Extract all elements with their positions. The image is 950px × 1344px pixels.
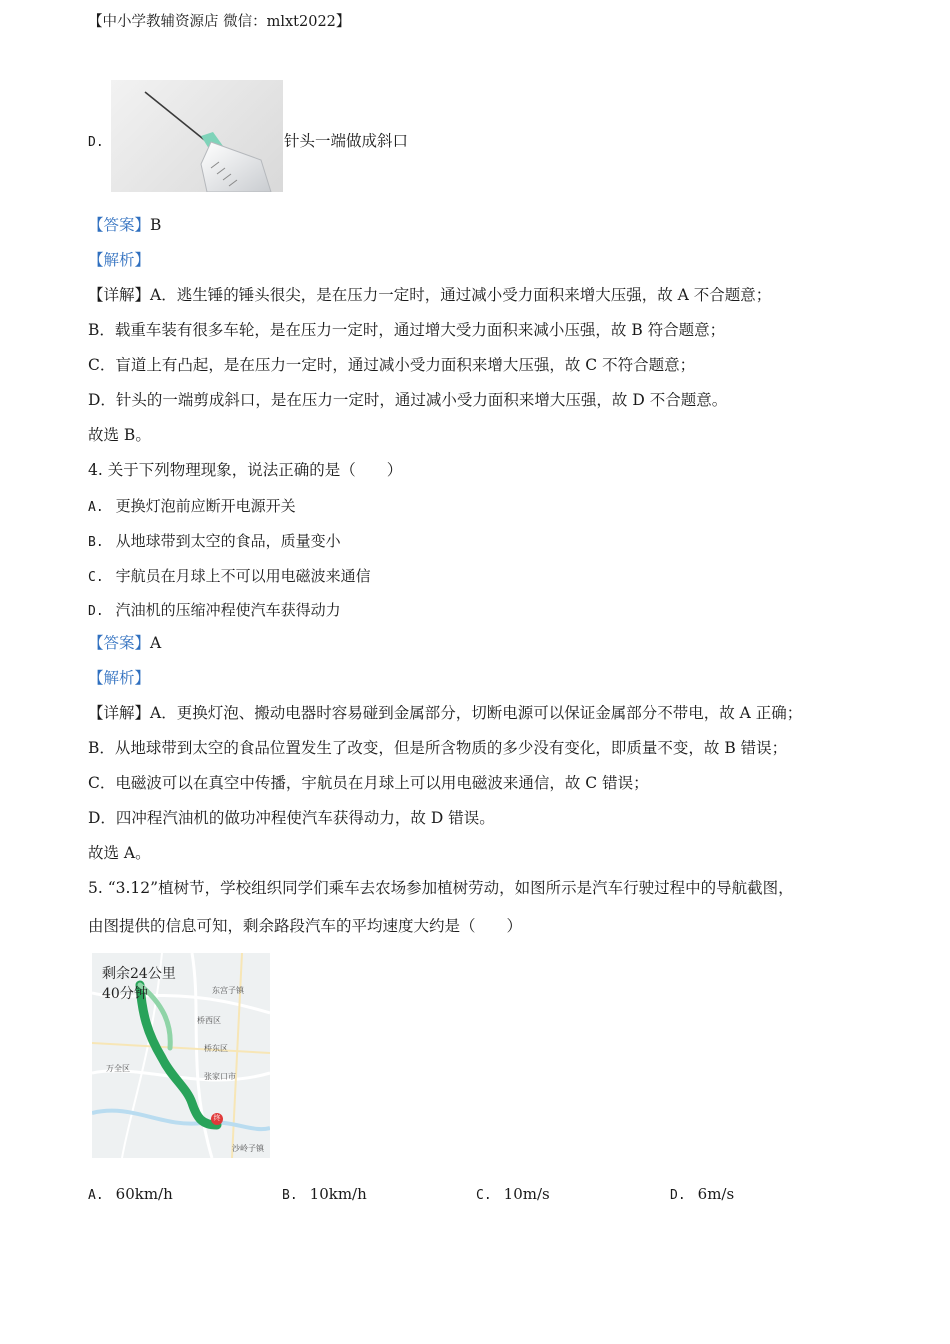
q4-detail-line-2: B．从地球带到太空的食品位置发生了改变，但是所含物质的多少没有变化，即质量不变，故 B 错误； [88, 739, 788, 757]
q4-analysis-label: 【解析】 [88, 669, 151, 687]
q4-option-b: B. 从地球带到太空的食品，质量变小 [88, 532, 341, 550]
map-place-label: 桥西区 [197, 1016, 221, 1025]
answer-value: B [150, 216, 162, 234]
q5-option-d: D. 6m/s [670, 1185, 735, 1203]
map-place-label: 桥东区 [204, 1044, 228, 1053]
q3-detail-line-2: B．载重车装有很多车轮，是在压力一定时，通过增大受力面积来减小压强，故 B 符合题意； [88, 321, 726, 339]
detail-label: 【详解】 [88, 286, 151, 304]
q4-detail-line-3: C．电磁波可以在真空中传播，宇航员在月球上可以用电磁波来通信，故 C 错误； [88, 774, 649, 792]
map-end-marker: 终 [213, 1114, 221, 1122]
q5-option-c: C. 10m/s [476, 1185, 550, 1203]
q3-detail-line-1: 【详解】A．逃生锤的锤头很尖，是在压力一定时，通过减小受力面积来增大压强，故 A 不合题意； [88, 286, 772, 304]
q4-answer [88, 633, 161, 653]
map-place-label: 沙岭子镇 [232, 1144, 264, 1153]
map-remaining-time: 40分钟 [102, 986, 148, 1002]
q3-detail-line-3: C．盲道上有凸起，是在压力一定时，通过减小受力面积来增大压强，故 C 不符合题意； [88, 356, 696, 374]
answer-label: 【答案】 [88, 634, 151, 652]
q3-answer [88, 215, 161, 235]
q4-detail-line-4: D．四冲程汽油机的做功冲程使汽车获得动力，故 D 错误。 [88, 809, 495, 827]
syringe-image [111, 80, 283, 192]
q4-option-d: D. 汽油机的压缩冲程使汽车获得动力 [88, 601, 341, 619]
map-remaining-distance: 剩余24公里 [102, 966, 176, 982]
q5-option-b: B. 10km/h [282, 1185, 367, 1203]
q5-option-a: A. 60km/h [88, 1185, 173, 1203]
answer-value: A [150, 634, 162, 652]
q4-conclusion: 故选 A。 [88, 844, 151, 862]
q3-analysis-label: 【解析】 [88, 251, 151, 269]
page-header: 【中小学教辅资源店 微信：mlxt2022】 [88, 14, 351, 30]
navigation-map [92, 953, 270, 1158]
q3-option-d-text: 针头一端做成斜口 [284, 132, 409, 150]
map-place-label: 万全区 [106, 1064, 130, 1073]
q3-conclusion: 故选 B。 [88, 426, 151, 444]
detail-label: 【详解】 [88, 704, 151, 722]
q5-stem-line-1: 5. “3.12”植树节，学校组织同学们乘车去农场参加植树劳动，如图所示是汽车行驶过程中的导航截图， [88, 879, 794, 897]
q3-detail-line-4: D．针头的一端剪成斜口，是在压力一定时，通过减小受力面积来增大压强，故 D 不合题意。 [88, 391, 728, 409]
q4-option-a: A. 更换灯泡前应断开电源开关 [88, 497, 296, 515]
q3-option-d-letter: D. [88, 135, 104, 150]
map-place-label: 张家口市 [204, 1072, 236, 1081]
answer-label: 【答案】 [88, 216, 151, 234]
q5-stem-line-2: 由图提供的信息可知，剩余路段汽车的平均速度大约是（ ） [88, 917, 523, 935]
q4-option-c: C. 宇航员在月球上不可以用电磁波来通信 [88, 567, 371, 585]
q4-detail-line-1: 【详解】A．更换灯泡、搬动电器时容易碰到金属部分，切断电源可以保证金属部分不带电，故 A 正确； [88, 704, 803, 722]
syringe-icon [111, 80, 283, 192]
map-place-label: 东宫子镇 [212, 986, 244, 995]
q4-stem: 4. 关于下列物理现象，说法正确的是（ ） [88, 461, 403, 479]
